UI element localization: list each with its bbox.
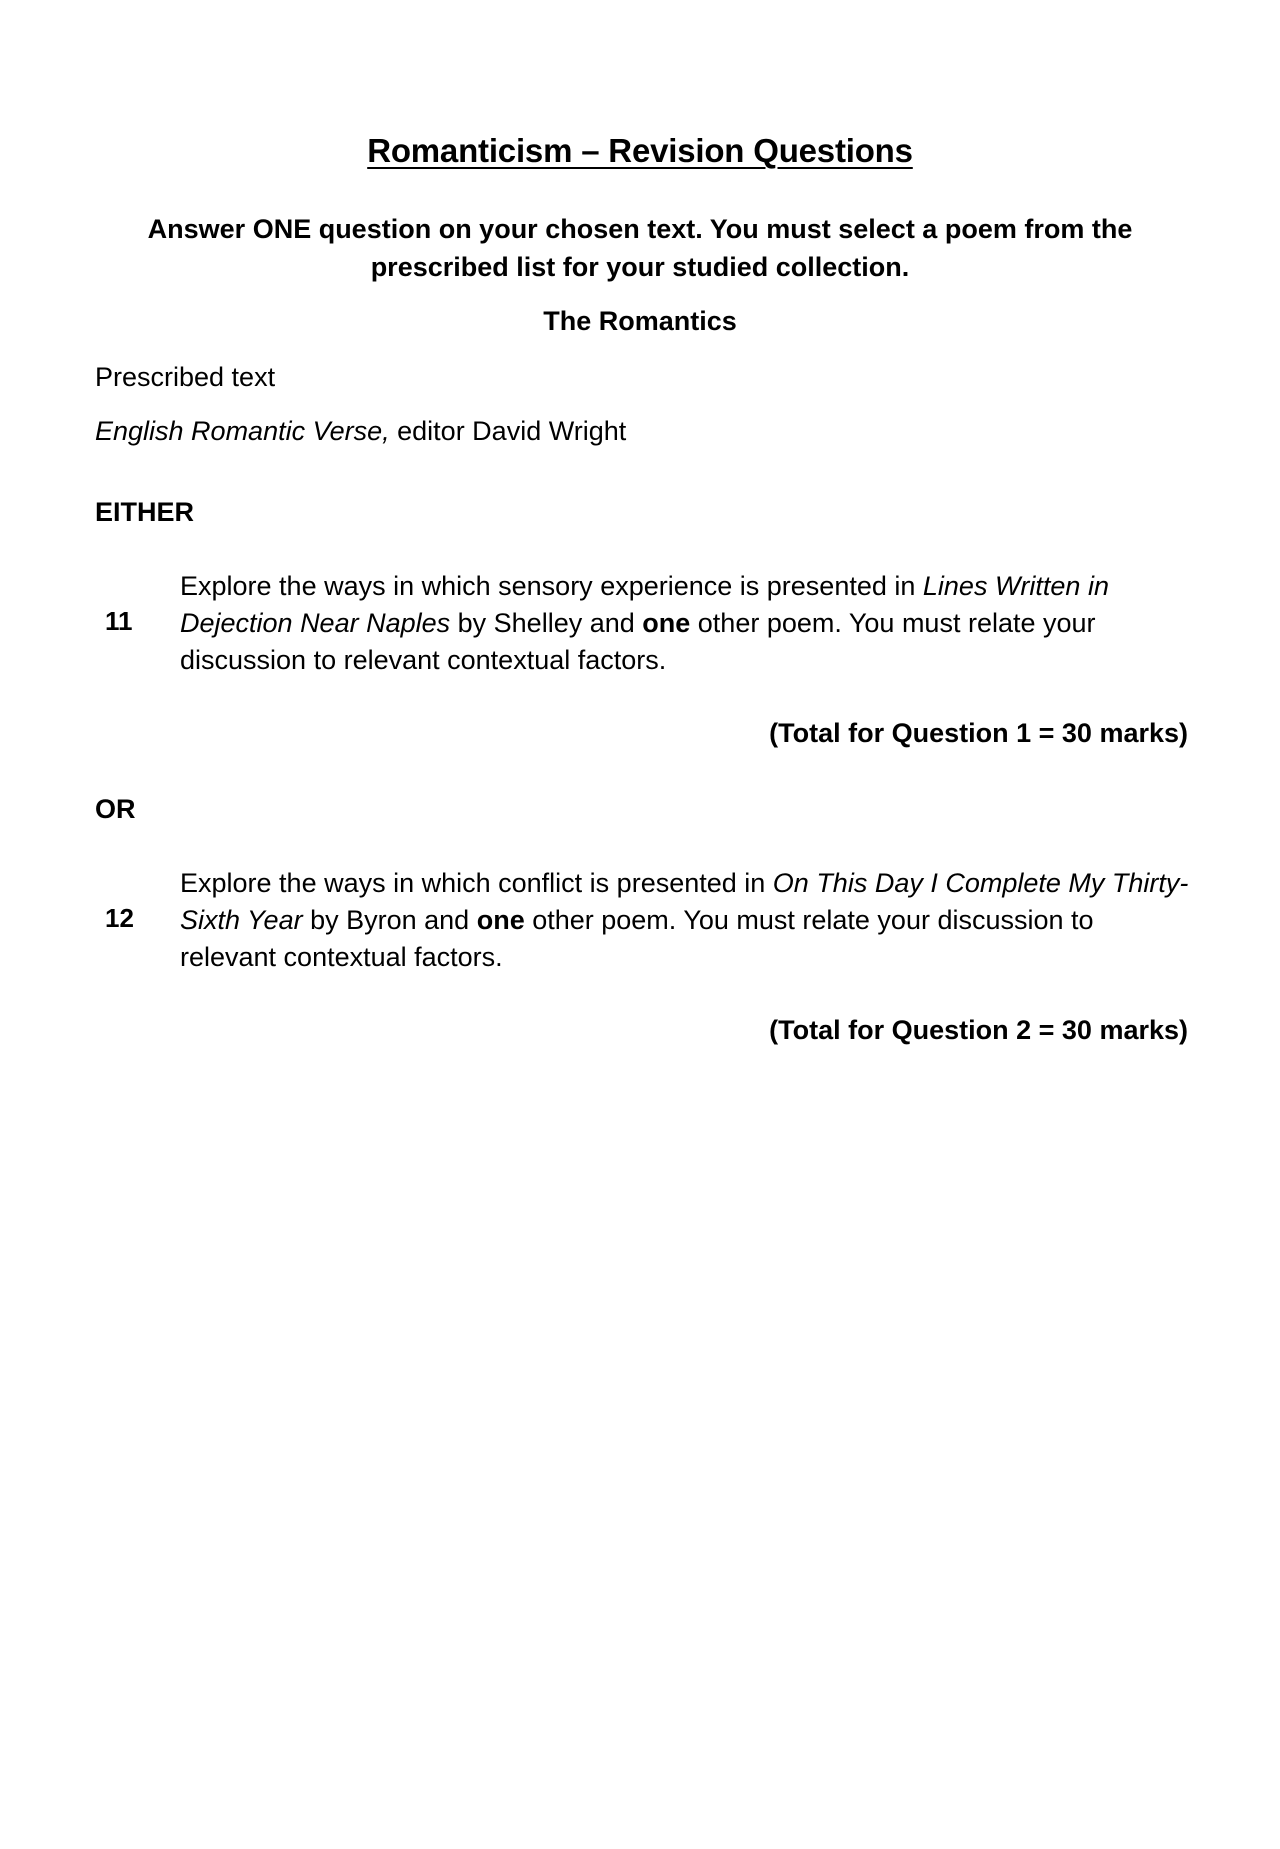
question-text-part: by Shelley and (450, 608, 643, 638)
poem-title: On This Day I Complete My Thirty-Sixth Year (180, 868, 1189, 935)
page-title: Romanticism – Revision Questions (367, 132, 913, 169)
prescribed-title: English Romantic Verse, (95, 416, 390, 446)
question-2-total: (Total for Question 2 = 30 marks) (769, 1015, 1188, 1045)
either-label: EITHER (95, 497, 195, 527)
prescribed-editor: editor David Wright (389, 416, 627, 446)
question-text-part: by Byron and (302, 905, 477, 935)
question-text (180, 865, 1195, 976)
poem-title: Lines Written in Dejection Near Naples (180, 571, 1109, 638)
question-text-part: Explore the ways in which conflict is presented in (180, 868, 773, 898)
question-text (180, 568, 1195, 679)
question-text-part: other poem. You must relate your discussion to relevant contextual factors. (180, 608, 1096, 675)
instructions: Answer ONE question on your chosen text. You must select a poem from the prescribed list for your studied collection. (147, 214, 1133, 282)
question-text-part: other poem. You must relate your discussion to relevant contextual factors. (180, 905, 1094, 972)
question-1-total: (Total for Question 1 = 30 marks) (769, 718, 1188, 748)
question-number: 12 (105, 903, 134, 933)
emphasis-word: one (642, 608, 691, 638)
emphasis-word: one (476, 905, 525, 935)
question-text-part: Explore the ways in which sensory experience is presented in (180, 571, 923, 601)
prescribed-label: Prescribed text (95, 362, 276, 392)
collection-heading: The Romantics (543, 306, 737, 336)
prescribed-text (95, 416, 626, 447)
or-label: OR (95, 794, 136, 824)
question-number: 11 (105, 606, 133, 636)
